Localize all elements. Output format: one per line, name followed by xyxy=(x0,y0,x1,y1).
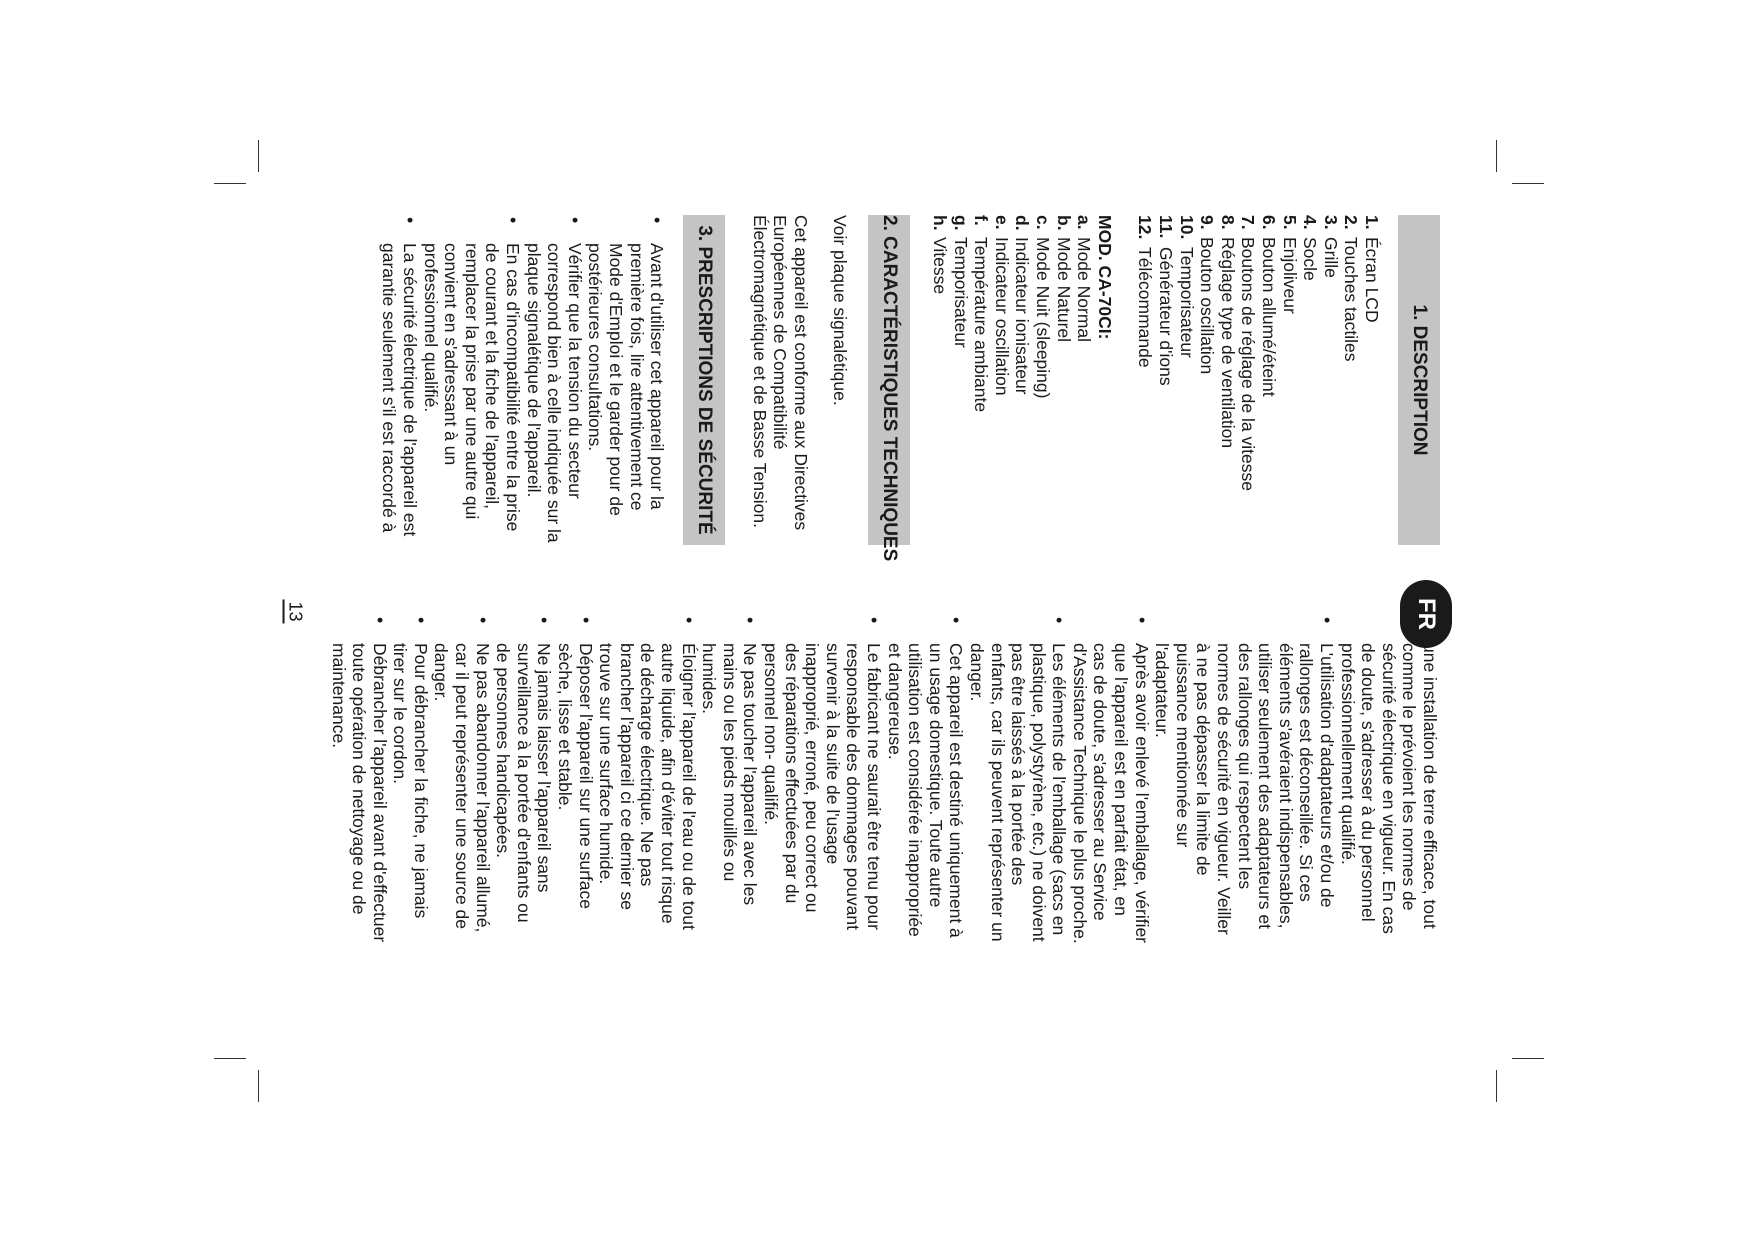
item-number: h. xyxy=(930,215,951,231)
column-left xyxy=(379,215,1440,562)
language-badge: FR xyxy=(1400,580,1452,648)
list-item xyxy=(1361,215,1382,545)
bullet-item: • Avant d'utiliser cet appareil pour la première fois, lire attentivement ce Mode d'Emploi et le garder pour de postérieures consultations. xyxy=(585,215,667,545)
item-label: Vitesse xyxy=(930,237,951,295)
item-number: 7. xyxy=(1238,215,1259,230)
list-item xyxy=(1135,215,1156,545)
item-number: 2. xyxy=(1341,215,1362,230)
item-label: Mode Normal xyxy=(1074,237,1095,343)
item-label: Socle xyxy=(1300,237,1321,281)
item-label: Boutons de réglage de la vitesse xyxy=(1238,237,1259,491)
page-number: 13 xyxy=(283,599,306,623)
bullet-item: • L'utilisation d'adaptateurs et/ou de rallonges est déconseillée. Si ces éléments s'avéraient indispensables, utiliser seulement des adaptateurs et des rallonges qui respectent les normes de sécurité en vigueur. Veiller à ne pas dépasser la limite de puissance mentionnée sur l'adaptateur. xyxy=(1152,615,1337,945)
safety-list xyxy=(379,215,667,545)
item-number: a. xyxy=(1074,215,1095,230)
item-number: 8. xyxy=(1217,215,1238,230)
list-item xyxy=(1033,215,1054,545)
list-item xyxy=(1217,215,1238,545)
bullet-item: • Ne pas abandonner l'appareil allumé, car il peut représenter une source de danger. xyxy=(431,615,493,945)
list-item xyxy=(1341,215,1362,545)
list-item xyxy=(930,215,951,545)
crop-mark xyxy=(1496,1070,1497,1102)
list-item xyxy=(1300,215,1321,545)
safety-list xyxy=(328,615,1337,945)
bullet-item: • Cet appareil est destiné uniquement à un usage domestique. Toute autre utilisation est considérée inappropriée et dangereuse. xyxy=(884,615,966,945)
item-number: 6. xyxy=(1259,215,1280,230)
display-legend-list xyxy=(930,215,1095,545)
item-number: 1. xyxy=(1362,215,1382,230)
item-number: 11. xyxy=(1156,215,1177,239)
list-item xyxy=(991,215,1012,545)
crop-mark xyxy=(1512,183,1544,184)
parts-list xyxy=(1135,215,1382,545)
section-heading-safety: 3. PRESCRIPTIONS DE SÉCURITÉ xyxy=(683,215,725,545)
bullet-item: • En cas d'incompatibilité entre la prise de courant et la fiche de l'appareil, remplacer la prise par une autre qui convient en s'adressant à un professionnel qualifié. xyxy=(420,215,523,545)
bullet-item: • Ne jamais laisser l'appareil sans surveillance à la portée d'enfants ou de personnes handicapées. xyxy=(493,615,555,945)
tech-paragraph: Cet appareil est conforme aux Directives Européennes de Compatibilité Électromagnétique et de Basse Tension. xyxy=(749,215,811,531)
item-label: Écran LCD xyxy=(1362,237,1382,323)
item-label: Générateur d'ions xyxy=(1156,247,1177,386)
item-label: Touches tactiles xyxy=(1341,237,1362,362)
tech-paragraph: Voir plaque signalétique. xyxy=(829,215,850,406)
item-number: c. xyxy=(1033,215,1054,230)
item-label: Indicateur oscillation xyxy=(991,237,1012,396)
item-label: Télécommande xyxy=(1135,247,1156,368)
crop-mark xyxy=(214,183,246,184)
item-number: g. xyxy=(950,215,971,231)
bullet-item: • Après avoir enlevé l'emballage, vérifier que l'appareil est en parfait état, en cas de doute, s'adresser au Service d'Assistance Technique le plus proche. xyxy=(1069,615,1151,945)
list-item xyxy=(950,215,971,545)
item-number: 12. xyxy=(1135,215,1156,240)
item-label: Indicateur ionisateur xyxy=(1012,237,1033,395)
bullet-item: • Ne pas toucher l'appareil avec les mains ou les pieds mouillés ou humides. xyxy=(699,615,761,945)
item-label: Temporisateur xyxy=(950,237,971,348)
item-label: Temporisateur xyxy=(1176,247,1197,358)
section-heading-description: 1. DESCRIPTION xyxy=(1398,215,1440,545)
item-number: b. xyxy=(1053,215,1074,231)
item-label: Réglage type de ventilation xyxy=(1217,237,1238,449)
list-item xyxy=(1155,215,1176,545)
item-label: Grille xyxy=(1320,237,1341,278)
bullet-item: • Les éléments de l'emballage (sacs en plastique, polystyrène, etc.) ne doivent pas être laissés à la portée des enfants, car ils peuvent représenter un danger. xyxy=(966,615,1069,945)
bullet-item: • Éloigner l'appareil de l'eau ou de tout autre liquide, afin d'éviter tout risque de décharge électrique. Ne pas brancher l'appareil ci ce dernier se trouve sur une surface humide. xyxy=(596,615,699,945)
item-number: 4. xyxy=(1300,215,1321,230)
item-number: d. xyxy=(1012,215,1033,231)
list-item xyxy=(1279,215,1300,545)
safety-continuation: une installation de terre efficace, tout comme le prévoient les normes de sécurité électrique en vigueur. En cas de doute, s'adresser à du personnel professionnellement qualifié. xyxy=(1337,643,1440,934)
bullet-item: • Vérifier que la tension du secteur correspond bien à celle indiquée sur la plaque signalétique de l'appareil. xyxy=(523,215,585,545)
item-number: 5. xyxy=(1279,215,1300,230)
column-right xyxy=(328,615,1440,945)
item-label: Enjoliveur xyxy=(1279,237,1300,314)
item-number: 9. xyxy=(1197,215,1218,230)
bullet-item: • Le fabricant ne saurait être tenu pour responsable des dommages pouvant survenir à la suite de l'usage inapproprié, erroné, peu correct ou des réparations effectuées par du personnel non- qualifié. xyxy=(760,615,884,945)
item-number: e. xyxy=(991,215,1012,230)
item-label: Mode Naturel xyxy=(1053,237,1074,343)
item-label: Température ambiante xyxy=(971,237,992,413)
list-item xyxy=(1053,215,1074,545)
list-item xyxy=(1074,215,1095,545)
list-item xyxy=(1320,215,1341,545)
bullet-item: • Pour débrancher la fiche, ne jamais tirer sur le cordon. xyxy=(390,615,431,945)
item-number: 10. xyxy=(1176,215,1197,240)
list-item xyxy=(971,215,992,545)
document-page xyxy=(230,215,1440,1255)
section-heading-technical: 2. CARACTÉRISTIQUES TECHNIQUES xyxy=(868,215,910,545)
list-item xyxy=(1197,215,1218,545)
item-number: f. xyxy=(971,215,992,226)
crop-mark xyxy=(1512,1058,1544,1059)
model-label: MOD. CA-70CI: xyxy=(1094,215,1115,340)
bullet-item: • Débrancher l'appareil avant d'effectuer toute opération de nettoyage ou de maintenance. xyxy=(328,615,390,945)
crop-mark xyxy=(1496,140,1497,172)
list-item xyxy=(1176,215,1197,545)
item-label: Bouton allumé/éteint xyxy=(1259,237,1280,397)
crop-mark xyxy=(258,140,259,172)
bullet-item: • La sécurité électrique de l'appareil est garantie seulement s'il est raccordé à xyxy=(379,215,420,545)
list-item xyxy=(1238,215,1259,545)
item-label: Bouton oscillation xyxy=(1197,237,1218,375)
bullet-item: • Déposer l'appareil sur une surface sèche, lisse et stable. xyxy=(554,615,595,945)
item-number: 3. xyxy=(1320,215,1341,230)
item-label: Mode Nuit (sleeping) xyxy=(1033,237,1054,399)
list-item xyxy=(1258,215,1279,545)
list-item xyxy=(1012,215,1033,545)
